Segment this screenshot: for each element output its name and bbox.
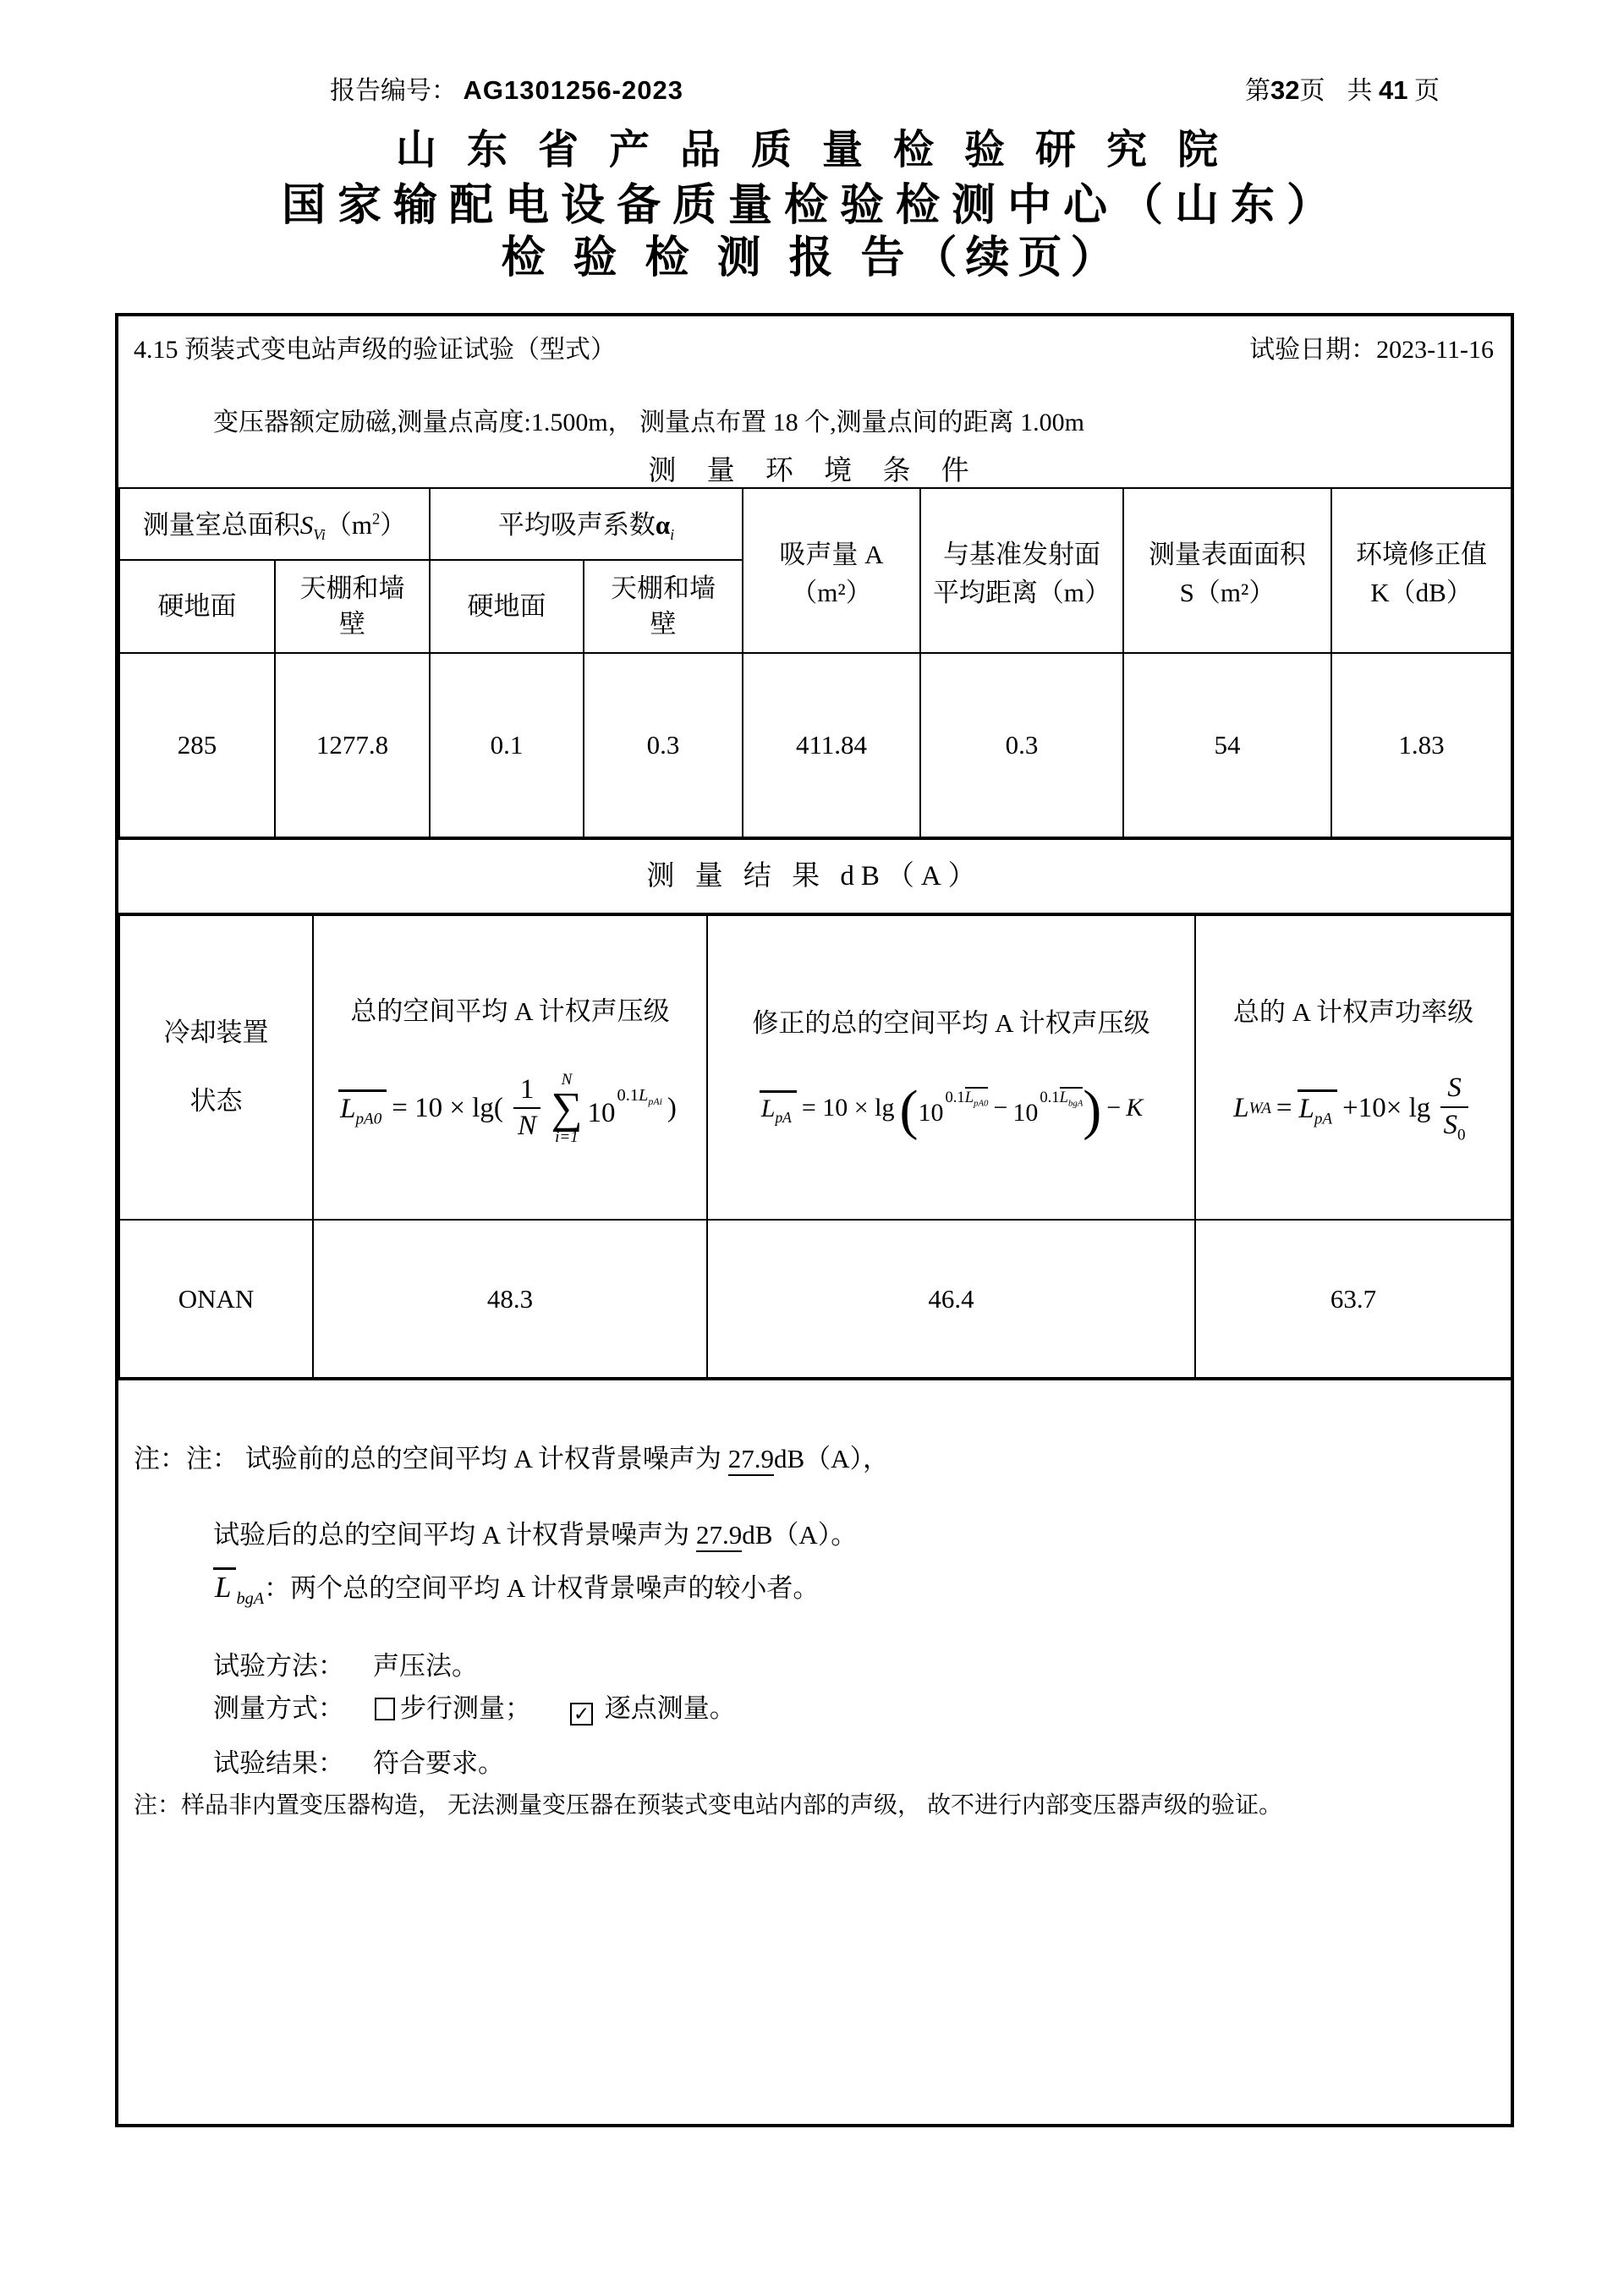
var-L-sub: bgA [236,1589,265,1608]
current-page-number: 32 [1270,75,1300,105]
symbol-S: S [299,510,314,540]
var-L: L [1233,1093,1249,1123]
header-line: 天棚和墙 [299,573,405,604]
frac-den-sub: 0 [1457,1126,1466,1144]
background-noise-after-value: 27.9 [696,1520,742,1552]
subheader-ceiling-wall [275,560,430,653]
var-L: L [760,1095,776,1123]
environment-table [118,487,1512,838]
cell-corrected-spl: 46.4 [707,1220,1195,1379]
note-prefix: 注：注： [134,1444,239,1473]
exp-L: L [964,1089,974,1107]
note-suffix: dB（A）， [773,1444,890,1473]
operator: = 10 × lg [801,1094,895,1122]
cell-surface: 54 [1123,653,1331,837]
operator-minus: − [993,1094,1008,1122]
operator: = 10 × lg( [392,1092,503,1123]
header-line: 冷却装置 [163,1018,269,1048]
cell-distance: 0.3 [920,653,1123,837]
environment-table-title: 测 量 环 境 条 件 [648,456,981,486]
check-icon: ✓ [573,1704,590,1726]
formula3-title: 总的 A 计权声功率级 [1232,996,1474,1027]
note-text: 两个总的空间平均 A 计权背景噪声的较小者。 [290,1573,820,1603]
cell-absorption: 411.84 [743,653,920,837]
page-info [1245,69,1440,107]
note-bottom: 注：样品非内置变压器构造， 无法测量变压器在预装式变电站内部的声级， 故不进行内部变压器声级的验证。 [134,1792,1283,1819]
note-text: 试验后的总的空间平均 A 计权背景噪声为 [213,1520,696,1550]
unit-sup: 2 [371,511,381,529]
frac-den: N [518,1111,537,1142]
note-background-before [134,1437,889,1475]
header-absorption-A [743,488,920,653]
header-absorption-label: 平均吸声系数 [497,510,656,540]
var-K: K [1126,1094,1144,1122]
content-frame [115,313,1514,2127]
test-result-value: 符合要求。 [373,1748,504,1778]
sum-upper: N [561,1070,573,1089]
operator: +10× lg [1342,1093,1431,1123]
subheader-hard-floor: 硬地面 [119,560,275,653]
cell-cooling-state: ONAN [119,1220,313,1379]
formula3 [1233,1073,1473,1145]
pow-base: 10 [587,1097,616,1128]
header-total-spl [313,915,707,1220]
frac-num: 1 [513,1074,541,1110]
note-suffix: dB（A）。 [742,1520,858,1550]
exp-sub: pAi [648,1095,662,1108]
result-section-title: 测 量 结 果 dB（A） [118,838,1511,914]
sum-symbol: ∑ [551,1084,583,1133]
header-line: 天棚和墙 [611,573,716,604]
background-noise-before-value: 27.9 [728,1444,774,1476]
report-number-value: AG1301256-2023 [463,75,683,105]
test-method-label: 试验方法： [213,1651,344,1681]
test-result-label: 试验结果： [213,1748,344,1778]
sum-lower: i=1 [555,1128,579,1147]
operator: = [1276,1093,1292,1123]
cell-room-area-hard: 285 [119,653,275,837]
header-cooling-state [119,915,313,1220]
header-absorption-coeff [430,488,743,560]
header-distance [920,488,1123,653]
var-L-sub: pA [775,1109,792,1127]
var-L: L [340,1093,356,1124]
header-room-area-label: 测量室总面积 [142,510,300,540]
exp-pre: 0.1 [617,1085,639,1105]
frac-num: S [1447,1072,1462,1103]
exp-sub: pA0 [974,1099,989,1110]
exp-L: L [1059,1089,1068,1107]
test-method-value: 声压法。 [373,1651,478,1681]
exp-pre: 0.1 [1040,1089,1060,1107]
formula1 [338,1072,682,1145]
measurement-mode-line [213,1687,736,1726]
formula2 [760,1078,1144,1141]
header-line: 吸声量 A [779,539,884,569]
operator: ) [667,1092,677,1123]
mode-option-point: 逐点测量。 [604,1693,736,1723]
var-L: L [215,1571,232,1604]
note-lbga-definition [213,1566,819,1609]
cell-coeff-hard: 0.1 [430,653,584,837]
test-date: 试验日期：2023-11-16 [1249,336,1494,364]
var-L-sub: pA [1314,1110,1333,1128]
note-text: 试验前的总的空间平均 A 计权背景噪声为 [244,1444,728,1473]
pow-base: 10 [1012,1099,1039,1128]
header-correction [1331,488,1512,653]
header-line: 平均距离（m） [932,577,1111,607]
header-room-area [119,488,430,560]
header-line: K（dB） [1370,577,1473,607]
var-L-sub: pA0 [355,1110,382,1128]
header-line: 壁 [650,609,677,639]
cell-correction: 1.83 [1331,653,1512,837]
page-info-text: 页 [1299,77,1325,105]
exp-sub: bgA [1067,1099,1084,1110]
section-heading: 4.15 预装式变电站声级的验证试验（型式） [134,336,616,364]
formula1-title: 总的空间平均 A 计权声压级 [350,996,670,1026]
unit-open: （m [325,510,372,540]
page-info-text: 第 [1245,77,1271,105]
var-L: L [1298,1093,1314,1124]
report-number [330,69,683,107]
colon: ： [264,1573,291,1603]
pow-base: 10 [918,1099,944,1128]
measurement-mode-label: 测量方式： [213,1693,344,1723]
cell-coeff-ceiling: 0.3 [584,653,743,837]
unit-close: ） [380,510,407,540]
page-info-text: 共 [1347,77,1373,105]
mode-option-walk: 步行测量； [400,1693,531,1723]
report-number-label: 报告编号： [330,77,457,105]
header-line: 测量表面面积 [1149,539,1306,569]
note-background-after [213,1513,857,1551]
cell-sound-power: 63.7 [1195,1220,1512,1379]
org-title-line1: 山 东 省 产 品 质 量 检 验 研 究 院 [395,128,1228,173]
exp-pre: 0.1 [945,1089,965,1107]
operator-minus: − [1106,1094,1122,1122]
header-line: 状态 [189,1086,243,1116]
cell-room-area-ceiling: 1277.8 [275,653,430,837]
result-table [118,914,1512,1380]
frac-den: S [1443,1109,1457,1140]
header-corrected-spl [707,915,1195,1220]
subheader-ceiling-wall [584,560,743,653]
symbol-alpha-sub: i [670,526,675,544]
header-surface [1123,488,1331,653]
symbol-alpha: α [655,510,671,540]
header-line: 环境修正值 [1356,539,1487,569]
measurement-conditions: 变压器额定励磁,测量点高度:1.500m， 测量点布置 18 个,测量点间的距离 1.00m [213,409,1085,436]
formula2-title: 修正的总的空间平均 A 计权声压级 [752,1007,1150,1038]
subheader-hard-floor: 硬地面 [430,560,584,653]
header-line: 与基准发射面 [943,539,1100,569]
page-info-text: 页 [1414,77,1440,105]
test-result-line [213,1742,504,1780]
symbol-S-sub: Vi [313,526,326,544]
test-method-line [213,1644,478,1682]
header-line: 壁 [339,609,365,639]
header-sound-power [1195,915,1512,1220]
big-paren-close: ) [1083,1078,1102,1141]
org-title-line2: 国家输配电设备质量检验检测中心（山东） [281,182,1342,230]
big-paren-open: ( [899,1078,919,1141]
var-L-sub: WA [1248,1099,1271,1117]
total-page-number: 41 [1379,75,1408,105]
cell-total-spl: 48.3 [313,1220,707,1379]
exp-L: L [639,1085,649,1105]
checkbox-checked [570,1703,593,1726]
header-line: S（m²） [1179,577,1276,607]
checkbox-unchecked [375,1698,395,1720]
header-line: （m²） [791,577,872,607]
report-title-line: 检 验 检 测 报 告（续页） [501,234,1123,283]
